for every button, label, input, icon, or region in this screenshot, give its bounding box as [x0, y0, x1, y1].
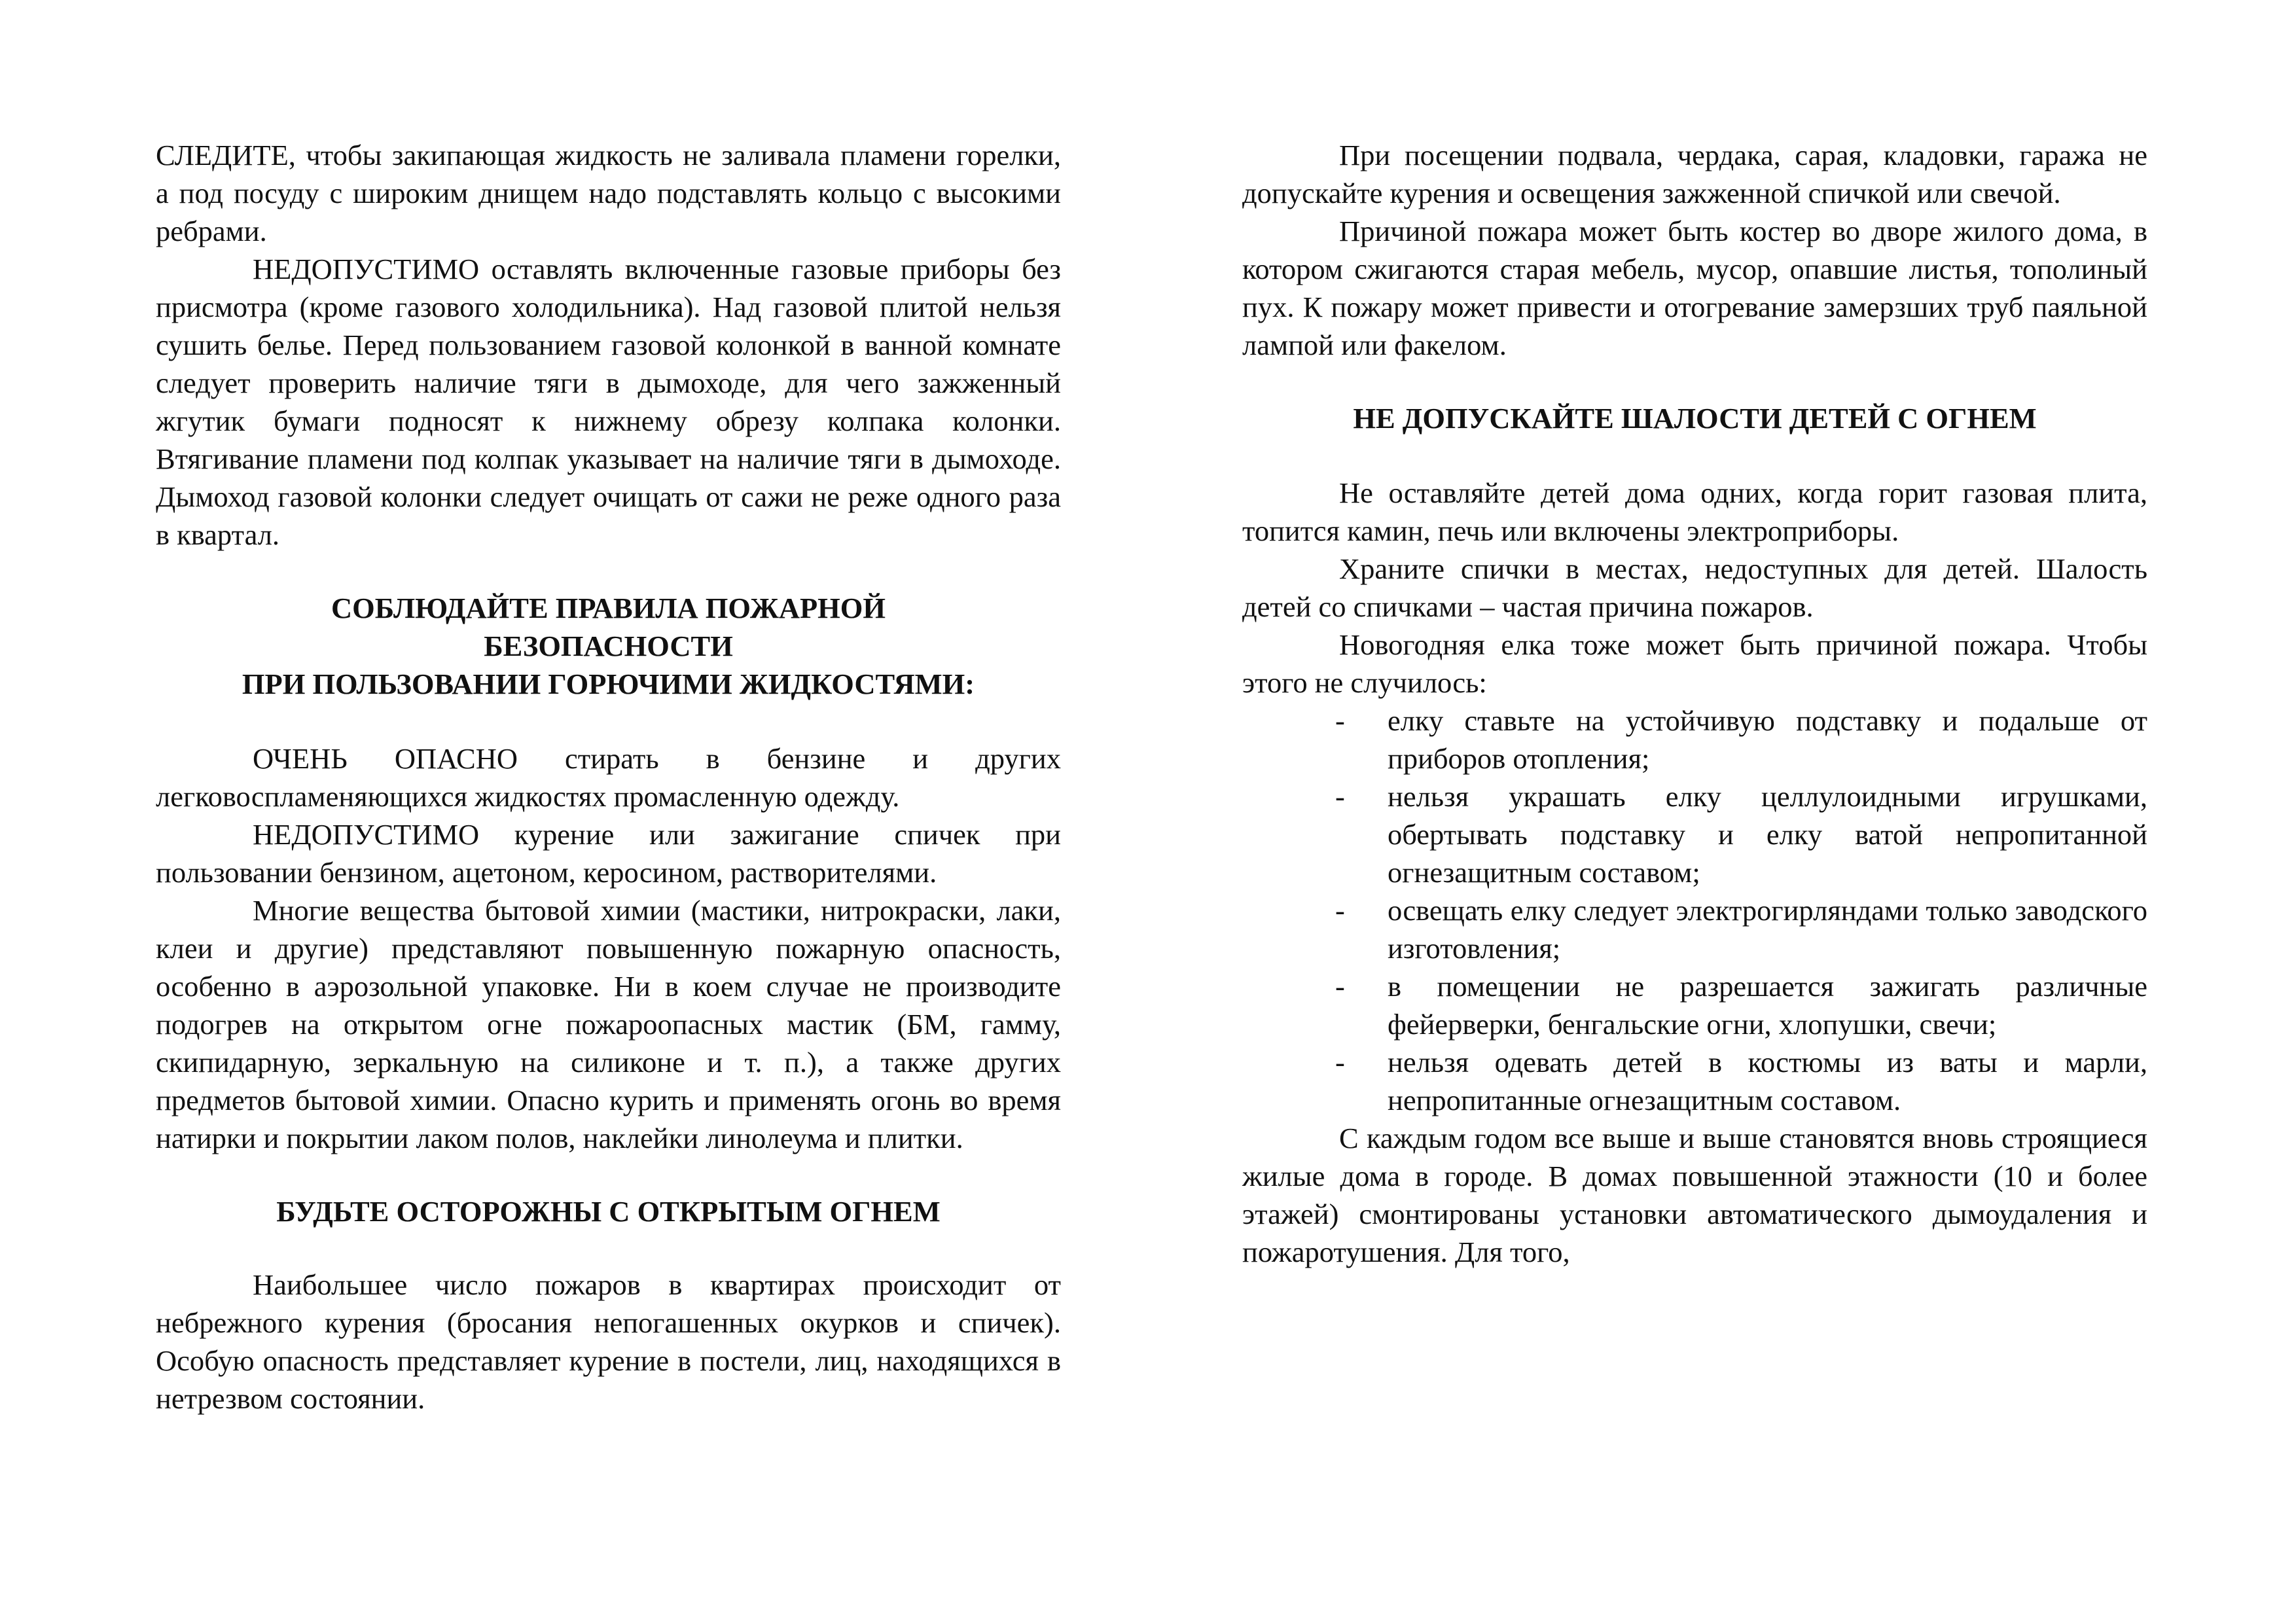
paragraph-gasoline-washing: ОЧЕНЬ ОПАСНО стирать в бензине и других легковоспламеняющихся жидкостях промасленную одежду.	[156, 742, 1061, 813]
list-item	[1335, 1043, 2147, 1119]
heading-open-fire: БУДЬТЕ ОСТОРОЖНЫ С ОТКРЫТЫМ ОГНЕМ	[276, 1195, 941, 1228]
list-dash: -	[1335, 970, 1345, 1003]
paragraph-no-smoking-solvents: НЕДОПУСТИМО курение или зажигание спичек при пользовании бензином, ацетоном, керосином, растворителями.	[156, 818, 1061, 889]
list-item-text: нельзя одевать детей в костюмы из ваты и марли, непропитанные огнезащитным составом.	[1388, 1046, 2147, 1116]
paragraph-children-alone: Не оставляйте детей дома одних, когда горит газовая плита, топится камин, печь или включены электроприборы.	[1242, 476, 2147, 547]
right-column	[1242, 136, 2147, 1271]
paragraph-bonfire: Причиной пожара может быть костер во дворе жилого дома, в котором сжигаются старая мебель, мусор, опавшие листья, тополиный пух. К пожару может привести и отогревание замерзших труб паяльной лампой или факелом.	[1242, 215, 2147, 361]
paragraph-matches-storage: Храните спички в местах, недоступных для детей. Шалость детей со спичками – частая причина пожаров.	[1242, 552, 2147, 623]
left-column	[156, 136, 1061, 1418]
heading-children-fire: НЕ ДОПУСКАЙТЕ ШАЛОСТИ ДЕТЕЙ С ОГНЕМ	[1353, 402, 2037, 435]
heading-flammable-liquids	[156, 589, 1061, 703]
heading-line: ПРИ ПОЛЬЗОВАНИИ ГОРЮЧИМИ ЖИДКОСТЯМИ:	[242, 668, 975, 700]
paragraph-gas-boiling: СЛЕДИТЕ, чтобы закипающая жидкость не заливала пламени горелки, а под посуду с широким днищем надо подставлять кольцо с высокими ребрами.	[156, 139, 1061, 247]
list-dash: -	[1335, 1046, 1345, 1079]
list-item	[1335, 891, 2147, 967]
paragraph-careless-smoking: Наибольшее число пожаров в квартирах происходит от небрежного курения (бросания непогашенных окурков и спичек). Особую опасность представляет курение в постели, лиц, находящихся в нетрезвом состоянии.	[156, 1268, 1061, 1415]
paragraph-gas-appliances: НЕДОПУСТИМО оставлять включенные газовые приборы без присмотра (кроме газового холодильника). Над газовой плитой нельзя сушить белье. Перед пользованием газовой колонкой в ванной комнате следует проверить наличие тяги в дымоходе, для чего зажженный жгутик бумаги подносят к нижнему обрезу колпака колонки. Втягивание пламени под колпак указывает на наличие тяги в дымоходе. Дымоход газовой колонки следует очищать от сажи не реже одного раза в квартал.	[156, 253, 1061, 551]
tree-safety-list	[1242, 702, 2147, 1119]
paragraph-high-rise: С каждым годом все выше и выше становятся вновь строящиеся жилые дома в городе. В домах повышенной этажности (10 и более этажей) смонтированы установки автоматического дымоудаления и пожаротушения. Для того,	[1242, 1122, 2147, 1268]
list-dash: -	[1335, 894, 1345, 927]
paragraph-household-chemicals: Многие вещества бытовой химии (мастики, нитрокраски, лаки, клеи и другие) представляют повышенную пожарную опасность, особенно в аэрозольной упаковке. Ни в коем случае не производите подогрев на открытом огне пожароопасных мастик (БМ, гамму, скипидарную, зеркальную на силиконе и т. п.), а также других предметов бытовой химии. Опасно курить и применять огонь во время натирки и покрытии лаком полов, наклейки линолеума и плитки.	[156, 894, 1061, 1154]
list-item-text: освещать елку следует электрогирляндами только заводского изготовления;	[1388, 894, 2147, 965]
heading-line: СОБЛЮДАЙТЕ ПРАВИЛА ПОЖАРНОЙ	[331, 592, 886, 624]
heading-line: БЕЗОПАСНОСТИ	[484, 630, 733, 662]
paragraph-basement-visit: При посещении подвала, чердака, сарая, кладовки, гаража не допускайте курения и освещения зажженной спичкой или свечой.	[1242, 139, 2147, 209]
list-item-text: нельзя украшать елку целлулоидными игрушками, обертывать подставку и елку ватой непропитанной огнезащитным составом;	[1388, 780, 2147, 889]
list-item-text: в помещении не разрешается зажигать различные фейерверки, бенгальские огни, хлопушки, свечи;	[1388, 970, 2147, 1041]
list-item	[1335, 967, 2147, 1043]
list-item	[1335, 702, 2147, 777]
list-dash: -	[1335, 704, 1345, 737]
list-item-text: елку ставьте на устойчивую подставку и подальше от приборов отопления;	[1388, 704, 2147, 775]
list-item	[1335, 777, 2147, 891]
list-dash: -	[1335, 780, 1345, 813]
paragraph-new-year-tree: Новогодняя елка тоже может быть причиной пожара. Чтобы этого не случилось:	[1242, 628, 2147, 699]
